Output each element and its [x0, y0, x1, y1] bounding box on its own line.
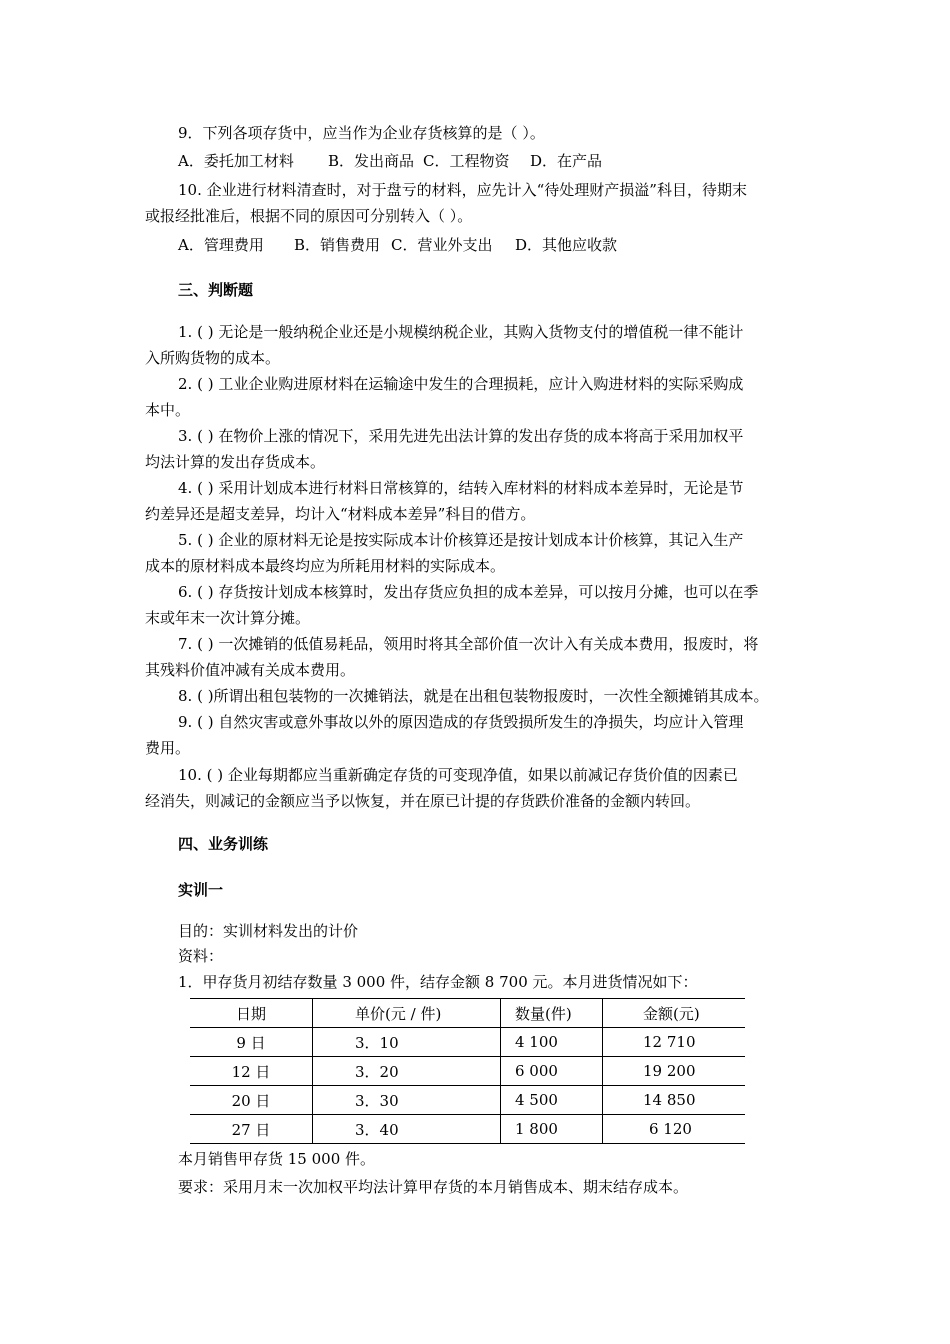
tf-line: 成本的原材料成本最终均应为所耗用材料的实际成本。: [145, 557, 506, 575]
cell-quantity: 4 100: [501, 1028, 603, 1057]
tf-line: 10. ( ) 企业每期都应当重新确定存货的可变现净值，如果以前减记存货价值的因素已: [178, 766, 738, 784]
tf-line: 1. ( ) 无论是一般纳税企业还是小规模纳税企业，其购入货物支付的增值税一律不能计: [178, 323, 744, 341]
option-b: B．销售费用: [294, 236, 381, 254]
cell-amount: 6 120: [603, 1115, 746, 1144]
header-amount: 金额(元): [603, 999, 746, 1028]
option-d: D．在产品: [530, 152, 603, 170]
cell-unit-price: 3．40: [313, 1115, 501, 1144]
tf-line: 2. ( ) 工业企业购进原材料在运输途中发生的合理损耗，应计入购进材料的实际采购成: [178, 375, 744, 393]
tf-line: 4. ( ) 采用计划成本进行材料日常核算的，结转入库材料的材料成本差异时，无论是节: [178, 479, 744, 497]
option-b: B．发出商品: [328, 152, 415, 170]
table-row: [190, 1086, 745, 1115]
cell-unit-price: 3．10: [313, 1028, 501, 1057]
tf-line: 其残料价值冲减有关成本费用。: [145, 661, 356, 679]
mc-question-10-options: [178, 235, 617, 255]
purchase-table: [190, 998, 745, 1144]
header-date: 日期: [235, 1004, 266, 1023]
cell-quantity: 4 500: [501, 1086, 603, 1115]
practice-material: 资料：: [178, 947, 224, 965]
table-row: [190, 1115, 745, 1144]
tf-line: 本中。: [145, 401, 191, 419]
cell-unit-price: 3．20: [313, 1057, 501, 1086]
tf-line: 9. ( ) 自然灾害或意外事故以外的原因造成的存货毁损所发生的净损失，均应计入管理: [178, 713, 744, 731]
practice-purpose: 目的：实训材料发出的计价: [178, 922, 359, 940]
practice-requirement: 要求：采用月末一次加权平均法计算甲存货的本月销售成本、期末结存成本。: [178, 1178, 689, 1196]
option-a: A．委托加工材料: [178, 152, 294, 170]
tf-line: 入所购货物的成本。: [145, 349, 281, 367]
tf-line: 6. ( ) 存货按计划成本核算时，发出存货应负担的成本差异，可以按月分摊，也可以在季: [178, 583, 759, 601]
cell-date: 20 日: [231, 1091, 271, 1110]
tf-line: 8. ( )所谓出租包装物的一次摊销法，就是在出租包装物报废时，一次性全额摊销其成本。: [178, 687, 769, 705]
tf-line: 末或年末一次计算分摊。: [145, 609, 311, 627]
cell-quantity: 1 800: [501, 1115, 603, 1144]
tf-line: 约差异还是超支差异，均计入“材料成本差异”科目的借方。: [145, 505, 536, 523]
practice-subheading: 实训一: [178, 881, 224, 899]
option-c: C．营业外支出: [391, 236, 493, 254]
practice-item-1: 1．甲存货月初结存数量 3 000 件，结存金额 8 700 元。本月进货情况如下：: [178, 973, 698, 991]
cell-quantity: 6 000: [501, 1057, 603, 1086]
mc-question-10-line2: 或报经批准后，根据不同的原因可分别转入（ ）。: [145, 207, 473, 225]
tf-line: 费用。: [145, 739, 191, 757]
tf-line: 3. ( ) 在物价上涨的情况下，采用先进先出法计算的发出存货的成本将高于采用加权平: [178, 427, 744, 445]
option-c: C．工程物资: [423, 152, 510, 170]
header-unit-price: 单价(元 / 件): [313, 999, 501, 1028]
option-d: D．其他应收款: [515, 236, 618, 254]
mc-question-10-line1: 10. 企业进行材料清查时，对于盘亏的材料，应先计入“待处理财产损溢”科目，待期末: [178, 181, 747, 199]
cell-amount: 14 850: [603, 1086, 746, 1115]
section-heading-true-false: 三、判断题: [178, 281, 254, 299]
table-header-row: [190, 999, 745, 1028]
mc-question-9: 9．下列各项存货中，应当作为企业存货核算的是（ ）。: [178, 124, 545, 142]
mc-question-9-options: [178, 151, 602, 171]
cell-date: 27 日: [231, 1120, 271, 1139]
header-quantity: 数量(件): [501, 999, 603, 1028]
cell-date: 9 日: [236, 1033, 266, 1052]
tf-line: 5. ( ) 企业的原材料无论是按实际成本计价核算还是按计划成本计价核算，其记入生产: [178, 531, 744, 549]
tf-line: 经消失，则减记的金额应当予以恢复，并在原已计提的存货跌价准备的金额内转回。: [145, 792, 701, 810]
practice-sales: 本月销售甲存货 15 000 件。: [178, 1150, 376, 1168]
table-row: [190, 1028, 745, 1057]
cell-unit-price: 3．30: [313, 1086, 501, 1115]
cell-amount: 19 200: [603, 1057, 746, 1086]
section-heading-practice: 四、业务训练: [178, 835, 269, 853]
tf-line: 均法计算的发出存货成本。: [145, 453, 326, 471]
option-a: A．管理费用: [178, 236, 264, 254]
cell-date: 12 日: [231, 1062, 271, 1081]
table-row: [190, 1057, 745, 1086]
cell-amount: 12 710: [603, 1028, 746, 1057]
tf-line: 7. ( ) 一次摊销的低值易耗品，领用时将其全部价值一次计入有关成本费用，报废时，将: [178, 635, 759, 653]
